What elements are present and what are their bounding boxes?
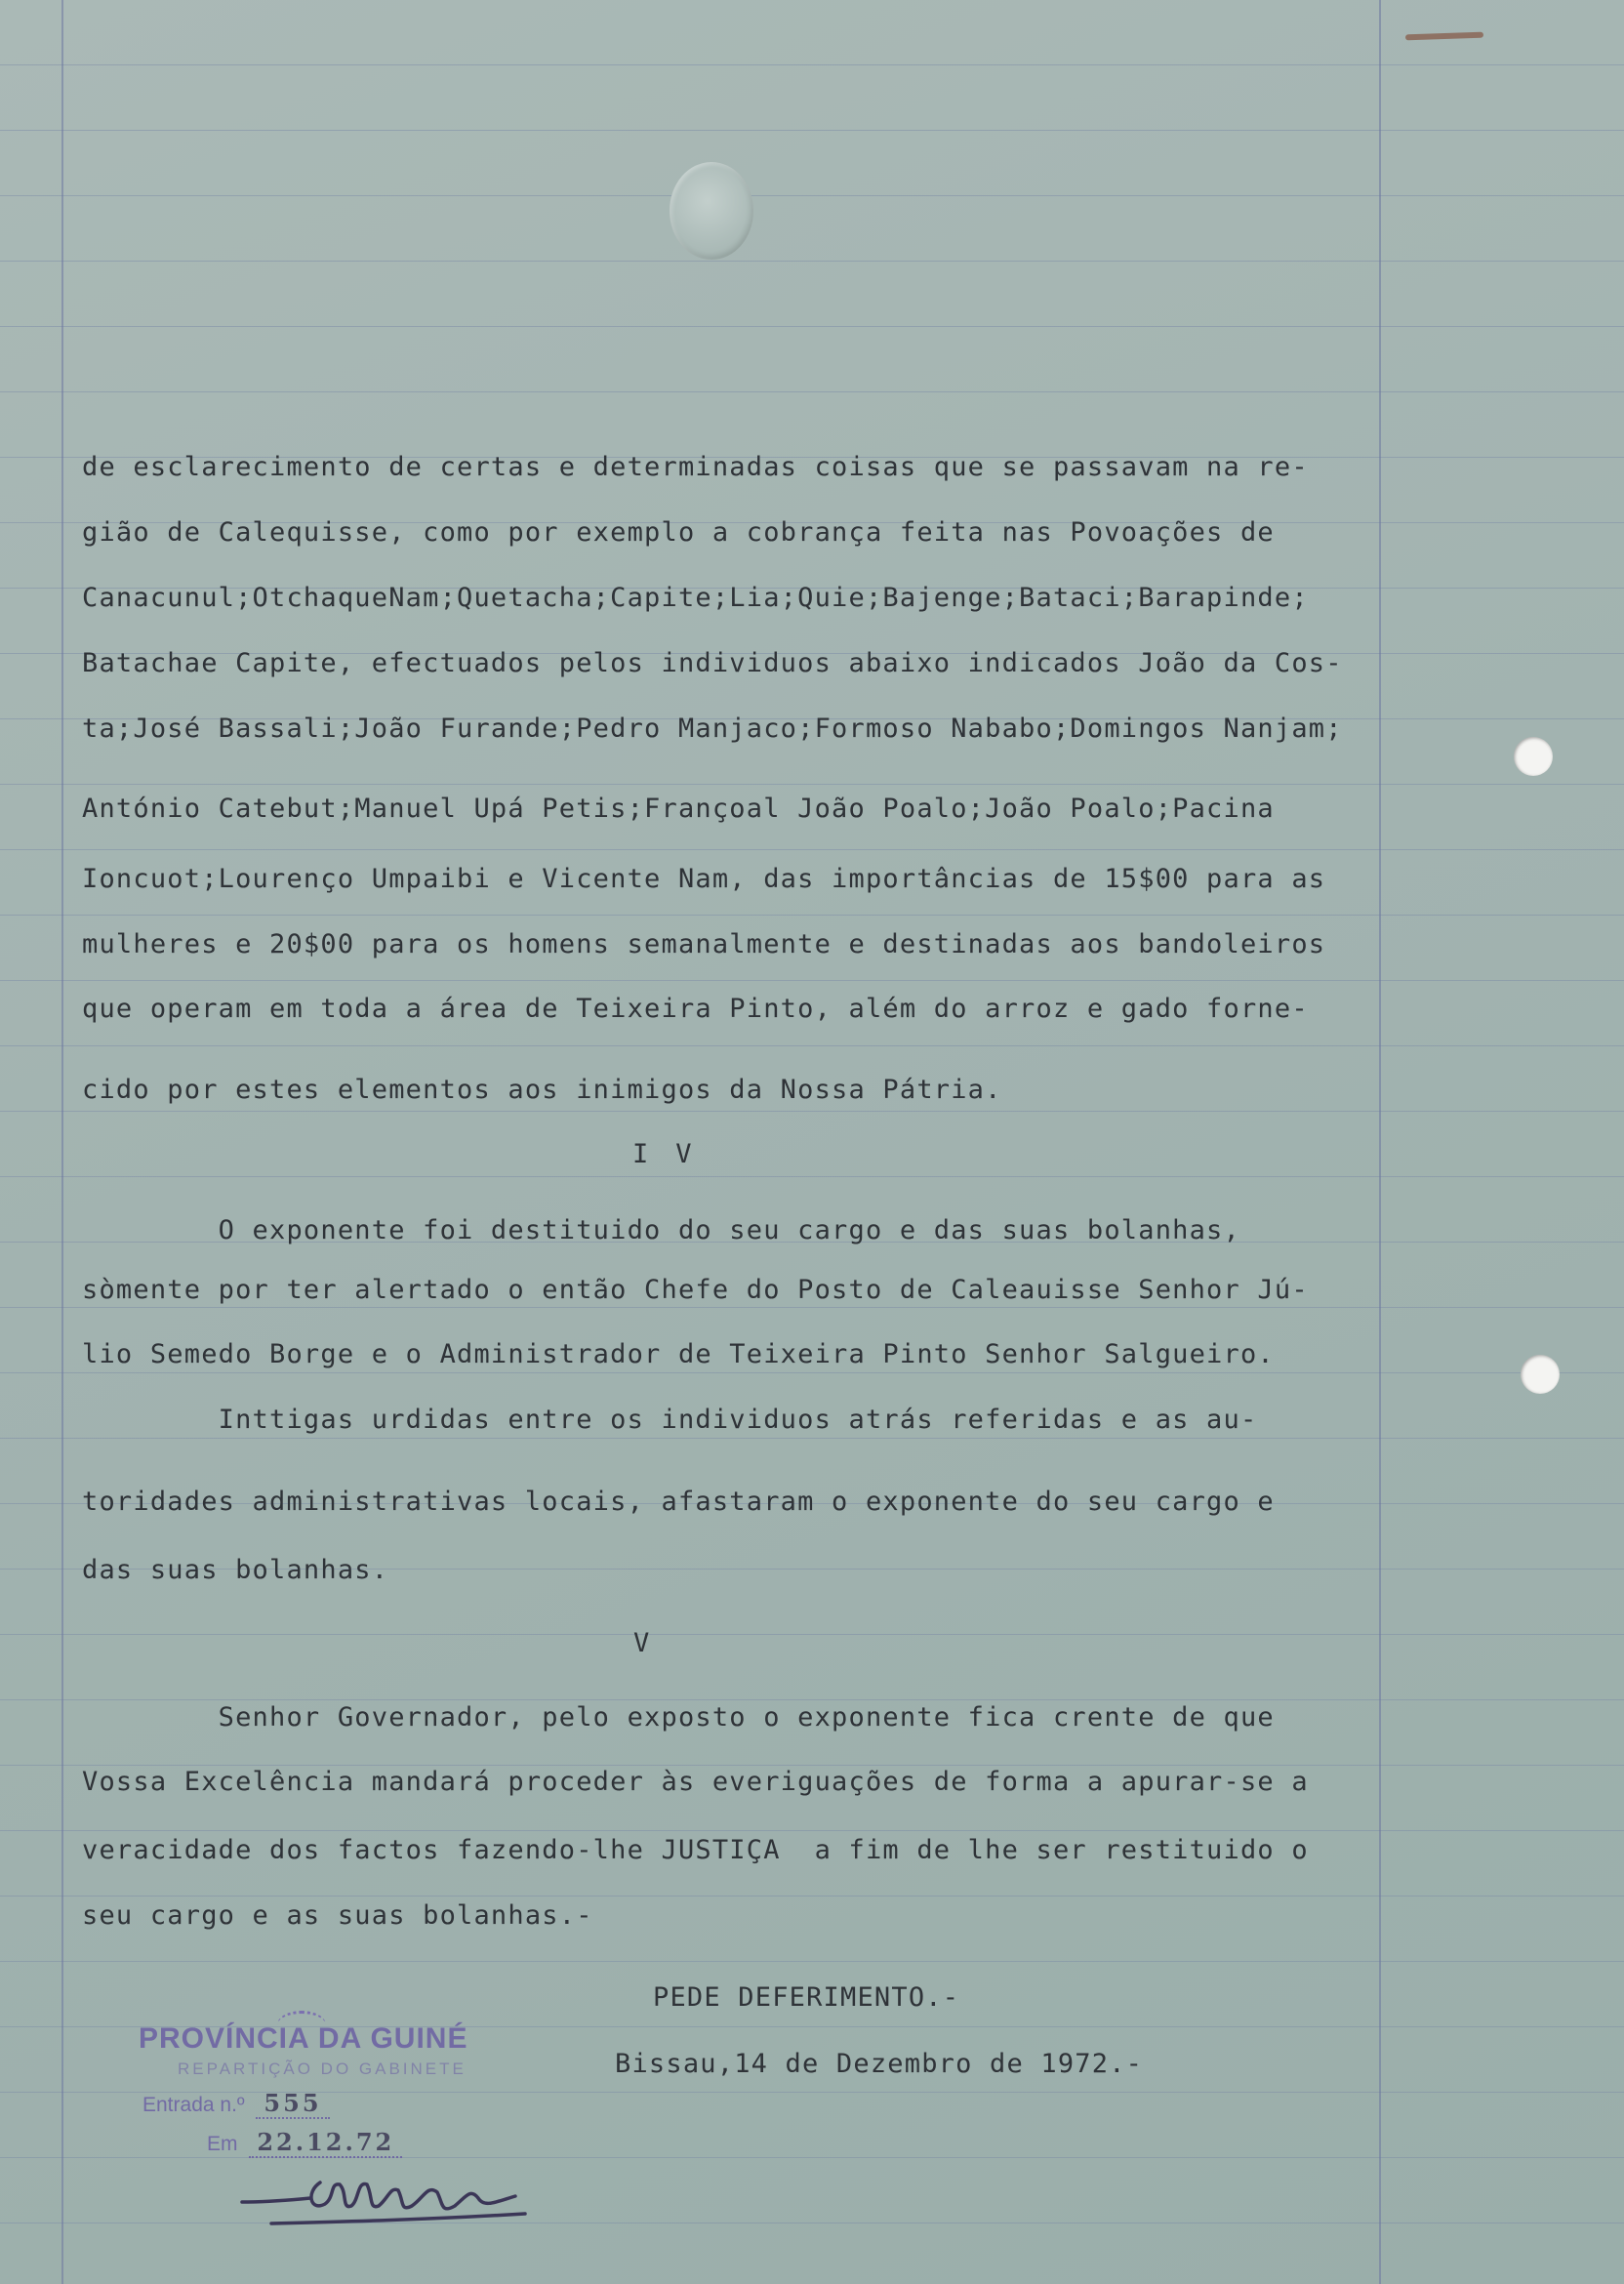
text-line: que operam em toda a área de Teixeira Pinto, além do arroz e gado forne- [82,994,1309,1024]
section-heading-v: V [633,1628,677,1658]
stamp-entry-row [142,2089,330,2117]
text-line: O exponente foi destituido do seu cargo e das suas bolanhas, [82,1215,1240,1245]
text-line: de esclarecimento de certas e determinadas coisas que se passavam na re- [82,452,1309,482]
registration-stamp [139,2011,529,2264]
text-line: gião de Calequisse, como por exemplo a cobrança feita nas Povoações de [82,517,1275,548]
left-margin-rule [61,0,63,2284]
text-line: Inttigas urdidas entre os individuos atrás referidas e as au- [82,1405,1258,1435]
embossed-seal [670,162,753,260]
section-heading-iv: IV [632,1139,719,1169]
text-line: mulheres e 20$00 para os homens semanalmente e destinadas aos bandoleiros [82,929,1326,959]
right-margin-rule [1379,0,1381,2284]
text-line: toridades administrativas locais, afastaram o exponente do seu cargo e [82,1487,1275,1517]
stamp-number-value: 555 [256,2089,329,2119]
punch-hole [1514,737,1553,776]
text-line: ta;José Bassali;João Furande;Pedro Manjaco;Formoso Nababo;Domingos Nanjam; [82,714,1343,744]
text-line: lio Semedo Borge e o Administrador de Teixeira Pinto Senhor Salgueiro. [82,1339,1275,1369]
text-line: Canacunul;OtchaqueNam;Quetacha;Capite;Lia;Quie;Bajenge;Bataci;Barapinde; [82,583,1309,613]
text-line: António Catebut;Manuel Upá Petis;Françoal João Poalo;João Poalo;Pacina [82,794,1275,824]
text-line: sòmente por ter alertado o então Chefe do Posto de Caleauisse Senhor Jú- [82,1275,1309,1305]
text-line: das suas bolanhas. [82,1555,389,1585]
ink-mark [1405,32,1483,41]
text-line: Ioncuot;Lourenço Umpaibi e Vicente Nam, das importâncias de 15$00 para as [82,864,1326,894]
text-line: cido por estes elementos aos inimigos da Nossa Pátria. [82,1075,1002,1105]
closing-request: PEDE DEFERIMENTO.- [653,1982,960,2013]
place-and-date: Bissau,14 de Dezembro de 1972.- [615,2049,1144,2079]
handwritten-signature [232,2163,545,2231]
text-line: Vossa Excelência mandará proceder às everiguações de forma a apurar-se a [82,1767,1309,1797]
stamp-date-label: Em [207,2133,238,2155]
stamp-number-label: Entrada n.º [142,2094,245,2116]
text-line: Senhor Governador, pelo exposto o exponente fica crente de que [82,1702,1275,1733]
text-line: veracidade dos factos fazendo-lhe JUSTIÇA a fim de lhe ser restituido o [82,1835,1309,1865]
text-line: Batachae Capite, efectuados pelos individuos abaixo indicados João da Cos- [82,648,1343,678]
stamp-title: PROVÍNCIA DA GUINÉ [139,2022,468,2055]
stamp-subtitle: REPARTIÇÃO DO GABINETE [178,2060,467,2078]
stamp-date-value: 22.12.72 [249,2128,402,2158]
text-line: seu cargo e as suas bolanhas.- [82,1900,593,1931]
punch-hole [1521,1355,1560,1394]
stamp-date-row [207,2128,402,2156]
